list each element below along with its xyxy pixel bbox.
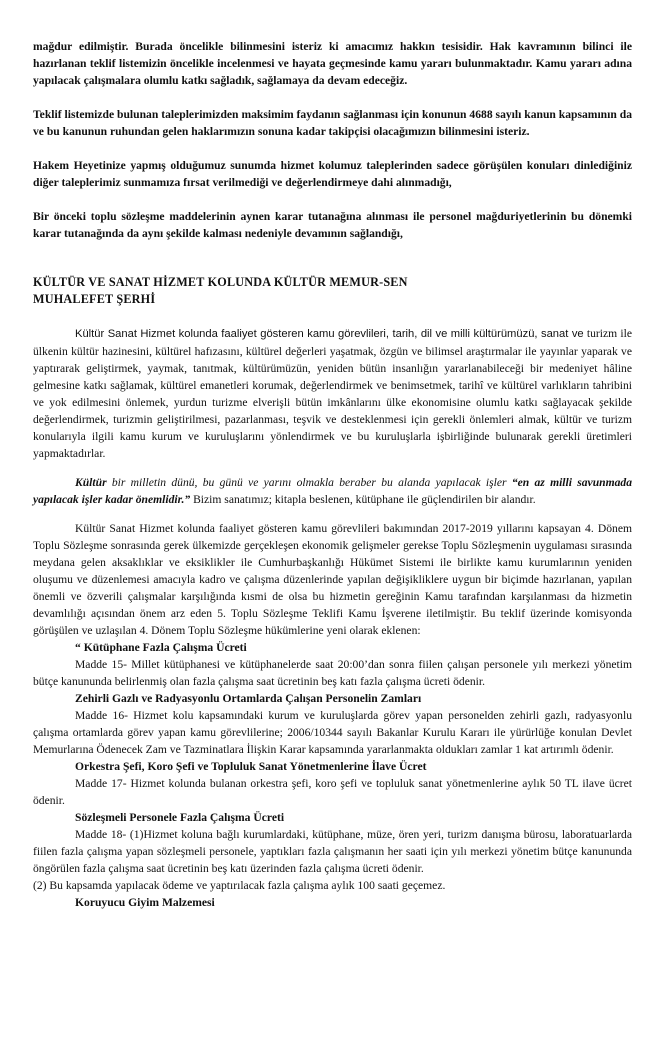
article-body-madde-18: Madde 18- (1)Hizmet koluna bağlı kurumlardaki, kütüphane, müze, ören yeri, turizm danışma bürosu, laboratuarlarda fiilen fazla çalışma yapan sözleşmeli personele, yaptıkları fazla çalışmanın her saati için yılı merkezi yönetim bütçe kanununda öngörülen fazla çalışma saat ücretinin beş katı üzerinden fazla çalışma ücreti ödenir. xyxy=(33,828,632,875)
article-heading-koruyucu-giyim: Koruyucu Giyim Malzemesi xyxy=(75,896,215,909)
quote-lead: Kültür xyxy=(75,476,107,489)
article-heading-kutuphane: “ Kütüphane Fazla Çalışma Ücreti xyxy=(75,641,247,654)
article-body-madde-17: Madde 17- Hizmet kolunda bulanan orkestra şefi, koro şefi ve topluluk sanat yönetmenlerine aylık 50 TL ilave ücret ödenir. xyxy=(33,777,632,807)
document-heading-line1: KÜLTÜR VE SANAT HİZMET KOLUNDA KÜLTÜR MEMUR-SEN xyxy=(33,275,408,289)
intro-paragraph-3: Hakem Heyetinize yapmış olduğumuz sunumda hizmet kolumuz taleplerinden sadece görüşülen konuları dinlediğiniz diğer taleplerimiz sunmamıza fırsat verilmediği ve değerlendirmeye dahi alınmadığı, xyxy=(33,159,632,189)
quote-paragraph xyxy=(33,474,632,508)
article-body-madde-15: Madde 15- Millet kütüphanesi ve kütüphanelerde saat 20:00’dan sonra fiilen çalışan personele yılı merkezi yönetim bütçe kanununda belirlenmiş olan fazla çalışma saat ücretinin beş katı fazla çalışma ücreti ödenir. xyxy=(33,658,632,688)
mission-paragraph xyxy=(33,325,632,462)
document-heading xyxy=(33,274,632,308)
quote-bold-citation: “en az milli savunmada yapılacak işler kadar önemlidir.” xyxy=(33,476,633,506)
article-body-madde-18-fikra-2: (2) Bu kapsamda yapılacak ödeme ve yaptırılacak fazla çalışma aylık 100 saati geçemez. xyxy=(33,879,446,892)
quote-regular-text: Bizim sanatımız; kitapla beslenen, kütüphane ile güçlendirilen bir alandır. xyxy=(190,493,536,506)
intro-paragraph-1: mağdur edilmiştir. Burada öncelikle bilinmesini isteriz ki amacımız hakkın tesisidir. Hak kavramının bilinci ile hazırlanan teklif listemizin öncelikle incelenmesi ve hayata geçmesinde kamu yararı bulunmaktadır. Kamu yararı adına yapılacak çalışmalara olumlu katkı sağladık, sağlamaya da devam edeceğiz. xyxy=(33,40,632,87)
proposal-paragraph: Kültür Sanat Hizmet kolunda faaliyet gösteren kamu görevlileri bakımından 2017-2019 yıllarını kapsayan 4. Dönem Toplu Sözleşme sonrasında gerek ülkemizde gerçekleşen ekonomik gelişmeler gerekse Toplu Sözleşmenin uygulaması sırasında meydana gelen aksaklıklar ve eksiklikler ile Cumhurbaşkanlığı Hükümet Sistemi ile birlikte kamu kurumlarının yeniden oluşumu ve düzenlemesi amacıyla kadro ve çalışma düzenlerinde yapılan değişikliklere uygun bir biçimde hazırlanan, yapılan önemli ve özverili çalışmalar karşılığında kısmi de olsa bu hizmetin gereğinin Kamu tarafından karşılanması da hizmetin devamlılığı açısından önem arz eden 5. Toplu Sözleşme Teklifi Kamu İşverene iletilmiştir. Bu teklif üzerinde komisyonda görüşülen ve uzlaşılan 4. Dönem Toplu Sözleşme hükümlerine yeni olarak eklenen: xyxy=(33,522,632,637)
mission-paragraph-rest: turizm ile ülkenin kültür hazinesini, kültürel hafızasını, kültürel değerleri yaşatmak, özgün ve bilimsel araştırmalar ile yayınlar yaparak ve yaptırarak geliştirmek, yaymak, tanıtmak, kültürümüzün, yeniden bütün insanlığın yararlanabileceği bir medeniyet hâline gelmesine katkı sağlamak, kültürel emanetleri korumak, değerlendirmek ve benimsetmek, tarihî ve kültürel varlıkların tahribini ve yok edilmesini önlemek, yurdun turizme elverişli bütün imkânlarını ülke ekonomisine olumlu katkı sağlayacak şekilde değerlendirmek, turizmin geliştirilmesi, pazarlanması, teşvik ve desteklenmesi için gerekli önlemleri almak, kültür ve turizm konularıyla ilgili kamu kurum ve kuruluşlarını yönlendirmek ve bu kuruluşlarla işbirliğinde bulunarak gerekli üretimleri yapmaktadırlar. xyxy=(33,327,632,460)
mission-paragraph-lead: Kültür Sanat Hizmet kolunda faaliyet gösteren kamu görevlileri, tarih, dil ve milli kültürümüzü, sanat ve xyxy=(75,328,584,340)
article-heading-zehirli-gaz: Zehirli Gazlı ve Radyasyonlu Ortamlarda Çalışan Personelin Zamları xyxy=(75,692,422,705)
intro-paragraph-4: Bir önceki toplu sözleşme maddelerinin aynen karar tutanağına alınması ile personel mağduriyetlerinin bu dönemki karar tutanağında da aynı şekilde kalması nedeniyle devamının sağlandığı, xyxy=(33,210,632,240)
article-heading-orkestra: Orkestra Şefi, Koro Şefi ve Topluluk Sanat Yönetmenlerine İlave Ücret xyxy=(75,760,427,773)
document-heading-line2: MUHALEFET ŞERHİ xyxy=(33,292,156,306)
article-body-madde-16: Madde 16- Hizmet kolu kapsamındaki kurum ve kuruluşlarda görev yapan personelden zehirli gazlı, radyasyonlu çalışma ortamlarda görev yapan kamu görevlilerine; 2006/10344 sayılı Bakanlar Kurulu Kararı ile yürürlüğe konulan Devlet Memurlarına Ödenecek Zam ve Tazminatlara İlişkin Karar kapsamında yararlanmakta oldukları zamlar 1 kat artırımlı ödenir. xyxy=(33,709,632,756)
article-heading-sozlesmeli: Sözleşmeli Personele Fazla Çalışma Ücreti xyxy=(75,811,285,824)
quote-italic-text: bir milletin dünü, bu günü ve yarını olmakla beraber bu alanda yapılacak işler xyxy=(106,476,512,489)
intro-paragraph-2: Teklif listemizde bulunan taleplerimizden maksimim faydanın sağlanması için konunun 4688 sayılı kanun kapsamının da ve bu kanunun ruhundan gelen haklarımızın sonuna kadar takipçisi olacağımızın bilinmesini isteriz. xyxy=(33,108,632,138)
